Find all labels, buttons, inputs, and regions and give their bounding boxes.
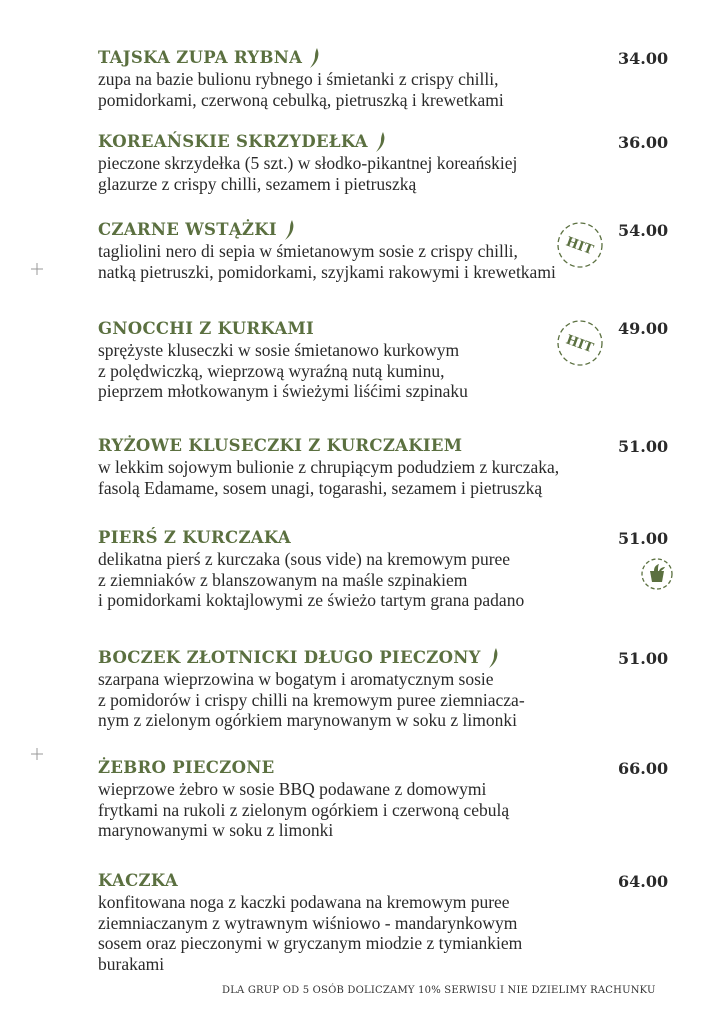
chili-pepper-icon — [374, 131, 388, 153]
item-price: 51.00 — [618, 529, 669, 548]
menu-item-koreanskie-skrzydelka — [98, 131, 568, 194]
item-description: w lekkim sojowym bulionie z chrupiącym podudziem z kurczaka, fasolą Edamame, sosem unagi, togarashi, sezamem i pietruszką — [98, 457, 560, 498]
chili-pepper-icon — [283, 219, 297, 241]
item-price: 34.00 — [618, 49, 669, 68]
item-description: delikatna pierś z kurczaka (sous vide) na kremowym puree z ziemniaków z blanszowanym na maśle szpinakiem i pomidorkami koktajlowymi ze świeżo tartym grana padano — [98, 549, 525, 610]
menu-item-kaczka — [98, 870, 568, 974]
item-price: 66.00 — [618, 759, 669, 778]
menu-item-zebro-pieczone — [98, 757, 568, 841]
item-name: PIERŚ Z KURCZAKA — [98, 528, 291, 547]
service-charge-note: DLA GRUP OD 5 OSÓB DOLICZAMY 10% SERWISU I NIE DZIELIMY RACHUNKU — [222, 985, 656, 996]
item-name: GNOCCHI Z KURKAMI — [98, 319, 315, 338]
menu-item-tajska-zupa-rybna — [98, 47, 568, 110]
chili-pepper-icon — [308, 47, 322, 69]
item-price: 64.00 — [618, 872, 669, 891]
menu-item-piers-z-kurczaka — [98, 527, 568, 611]
item-name: KOREAŃSKIE SKRZYDEŁKA — [98, 132, 368, 151]
item-name: BOCZEK ZŁOTNICKI DŁUGO PIECZONY — [98, 648, 481, 667]
item-description: sprężyste kluseczki w sosie śmietanowo kurkowym z polędwiczką, wieprzową wyraźną nutą kuminu, pieprzem młotkowanym i świeżymi liśćimi szpinaku — [98, 340, 468, 401]
crop-mark-icon — [31, 263, 43, 275]
item-description: zupa na bazie bulionu rybnego i śmietanki z crispy chilli, pomidorkami, czerwoną cebulką, pietruszką i krewetkami — [98, 69, 504, 110]
vegetarian-badge-icon — [640, 557, 674, 591]
item-name: RYŻOWE KLUSECZKI Z KURCZAKIEM — [98, 436, 463, 455]
crop-mark-icon — [31, 748, 43, 760]
item-name: KACZKA — [98, 871, 178, 890]
menu-item-boczek-zlotnicki — [98, 647, 568, 731]
item-description: szarpana wieprzowina w bogatym i aromatycznym sosie z pomidorów i crispy chilli na kremowym puree ziemniacza- nym z zielonym ogórkiem marynowanym w soku z limonki — [98, 669, 525, 730]
hit-label: HIT — [563, 332, 596, 357]
item-description: tagliolini nero di sepia w śmietanowym sosie z crispy chilli, natką pietruszki, pomidorkami, szyjkami rakowymi i krewetkami — [98, 241, 556, 282]
item-description: wieprzowe żebro w sosie BBQ podawane z domowymi frytkami na rukoli z zielonym ogórkiem i czerwoną cebulą marynowanymi w soku z limonki — [98, 779, 510, 840]
menu-item-ryzowe-kluseczki — [98, 435, 568, 498]
item-price: 51.00 — [618, 649, 669, 668]
hit-badge-icon — [555, 318, 605, 368]
chili-pepper-icon — [487, 647, 501, 669]
item-price: 49.00 — [618, 319, 669, 338]
item-description: konfitowana noga z kaczki podawana na kremowym puree ziemniaczanym z wytrawnym wiśniowo - mandarynkowym sosem oraz pieczonymi w gryczanym miodzie z tymiankiem burakami — [98, 892, 523, 974]
menu-item-czarne-wstazki — [98, 219, 568, 282]
item-name: CZARNE WSTĄŻKI — [98, 220, 277, 239]
hit-badge-icon — [555, 220, 605, 270]
item-name: ŻEBRO PIECZONE — [98, 758, 275, 777]
item-name: TAJSKA ZUPA RYBNA — [98, 48, 303, 67]
item-price: 36.00 — [618, 133, 669, 152]
menu-item-gnocchi-z-kurkami — [98, 318, 568, 402]
item-price: 51.00 — [618, 437, 669, 456]
item-price: 54.00 — [618, 221, 669, 240]
item-description: pieczone skrzydełka (5 szt.) w słodko-pikantnej koreańskiej glazurze z crispy chilli, sezamem i pietruszką — [98, 153, 518, 194]
hit-label: HIT — [563, 234, 596, 259]
